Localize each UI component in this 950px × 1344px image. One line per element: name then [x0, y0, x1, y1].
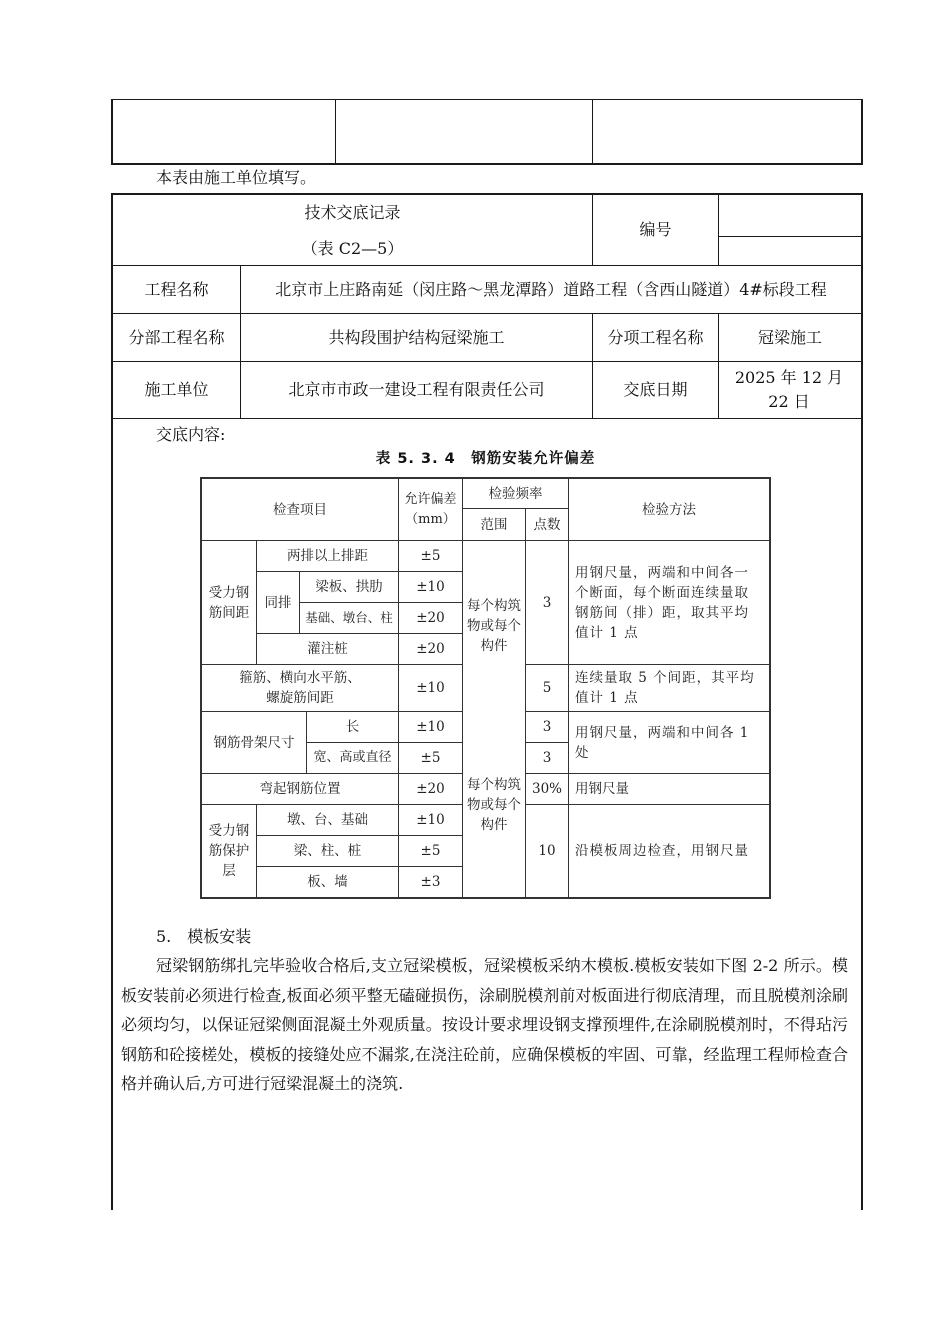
fig-head-points: 点数	[533, 516, 561, 533]
fig-head-frequency: 检验频率	[488, 485, 543, 502]
fig-tol: ±5	[420, 548, 441, 564]
fig-row-slab: 板、墙	[307, 874, 348, 890]
fig-points: 10	[538, 843, 556, 859]
fig-row-foundation: 基础、墩台、柱	[305, 610, 393, 625]
section-paragraph: 冠梁钢筋绑扎完毕验收合格后,支立冠梁模板，冠梁模板采纳木模板.模板安装如下图 2-2 所示。模板安装前必须进行检查,板面必须平整无磕碰损伤，涂刷脱模剂前对板面进行彻底清理，而且脱模剂涂刷必须均匀，以保证冠梁侧面混凝土外观质量。按设计要求埋设钢支撑预埋件,在涂刷脱模剂时，不得玷污钢筋和砼接槎处，模板的接缝处应不漏浆,在浇注砼前，应确保模板的牢固、可靠，经监理工程师检查合格并确认后,方可进行冠梁混凝土的浇筑.	[121, 956, 848, 1093]
fig-row-pier: 墩、台、基础	[287, 812, 368, 828]
fig-tol: ±5	[420, 843, 441, 859]
fig-row-pile: 灌注桩	[307, 641, 348, 657]
fig-tol: ±20	[416, 610, 445, 626]
project-name: 北京市上庄路南延（闵庄路～黑龙潭路）道路工程（含西山隧道）4#标段工程	[275, 279, 827, 299]
number-value	[719, 195, 861, 236]
date-label: 交底日期	[623, 380, 688, 399]
fig-points: 3	[542, 594, 552, 611]
fig-row-width: 宽、高或直径	[313, 750, 392, 765]
figure-caption: 表 5. 3. 4 钢筋安装允许偏差	[375, 451, 596, 467]
fig-row-beam: 梁板、拱肋	[315, 579, 383, 595]
sub-project: 共构段围护结构冠梁施工	[328, 327, 505, 347]
fig-points: 3	[542, 719, 552, 735]
fig-group-skeleton: 钢筋骨架尺寸	[213, 734, 295, 751]
fig-row-column: 梁、柱、桩	[293, 843, 362, 859]
item-project: 冠梁施工	[757, 327, 822, 347]
contractor: 北京市市政一建设工程有限责任公司	[288, 380, 545, 399]
fig-row-two-rows: 两排以上排距	[287, 548, 368, 564]
fig-method-d: 用钢尺量	[575, 781, 629, 797]
contractor-label: 施工单位	[144, 380, 209, 399]
fig-tol: ±3	[420, 874, 441, 890]
fig-points: 3	[542, 750, 552, 766]
fig-method-c: 用钢尺量，两端和中间各 1 处	[575, 724, 750, 761]
fig-method-b: 连续量取 5 个间距，其平均值计 1 点	[575, 670, 755, 706]
fig-range-a: 每个构筑 物或每个 构件	[467, 598, 521, 654]
fig-head-tolerance: 允许偏差 （mm）	[404, 491, 457, 527]
sub-project-label: 分部工程名称	[128, 327, 225, 347]
fig-row-bent: 弯起钢筋位置	[259, 781, 341, 797]
fig-range-b: 每个构筑 物或每个 构件	[467, 776, 521, 833]
fig-head-item: 检查项目	[273, 501, 327, 518]
section-heading: 5. 模板安装	[156, 927, 252, 946]
table-note: 本表由施工单位填写。	[156, 168, 317, 187]
fig-points: 5	[542, 680, 552, 696]
date-value: 2025 年 12 月 22 日	[734, 368, 844, 411]
fig-group-spacing: 受力钢 筋间距	[208, 584, 250, 621]
fig-tol: ±5	[420, 750, 441, 766]
fig-points: 30%	[531, 781, 562, 797]
record-form-number: （表 C2—5）	[301, 239, 404, 258]
fig-tol: ±20	[416, 781, 445, 797]
fig-head-range: 范围	[480, 516, 508, 533]
fig-head-method: 检验方法	[642, 501, 696, 518]
fig-method-e: 沿模板周边检查，用钢尺量	[575, 843, 749, 859]
fig-tol: ±10	[416, 680, 445, 696]
fig-row-length: 长	[345, 719, 360, 735]
fig-same-row: 同排	[264, 594, 292, 611]
fig-tol: ±20	[416, 641, 445, 657]
project-name-label: 工程名称	[144, 279, 209, 299]
fig-tol: ±10	[416, 579, 445, 595]
fig-row-stirrup: 箍筋、横向水平筋、 螺旋筋间距	[239, 670, 361, 706]
fig-group-cover: 受力钢 筋保护 层	[208, 823, 250, 879]
number-label: 编号	[639, 220, 672, 239]
content-label: 交底内容:	[156, 425, 226, 444]
fig-tol: ±10	[416, 719, 445, 735]
record-title: 技术交底记录	[304, 203, 401, 222]
fig-method-a: 用钢尺量，两端和中间各一个断面，每个断面连续量取钢筋间（排）距，取其平均值计 1 点	[575, 564, 749, 641]
item-project-label: 分项工程名称	[607, 327, 704, 347]
fig-tol: ±10	[416, 812, 445, 828]
